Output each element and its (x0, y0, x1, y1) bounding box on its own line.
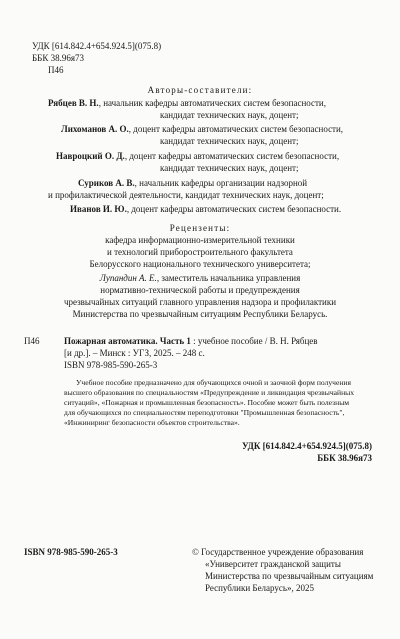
catalog-imprint: [и др.]. – Минск : УГЗ, 2025. – 248 с. (64, 348, 205, 358)
reviewer-2-line: чрезвычайных ситуаций главного управления надзора и профилактики (63, 297, 337, 307)
reviewer-1-line: кафедра информационно-измерительной техники (105, 235, 295, 245)
reviewer-2 (0, 272, 400, 284)
annotation-line: для обучающихся по специальностям переподготовки "Промышленная безопасность", (64, 408, 345, 417)
author-4-degree: и профилактической деятельности, кандидат технических наук, доцент; (48, 190, 324, 200)
author-1 (48, 97, 326, 109)
author-position: , начальник кафедры автоматических систем безопасности, (98, 98, 326, 108)
author-name: Лихоманов А. О. (61, 124, 129, 134)
author-name: Навроцкий О. Д. (56, 151, 125, 161)
reviewer-1-line: и технологий приборостроительного факультета (107, 247, 293, 257)
author-position: , доцент кафедры автоматических систем безопасности. (126, 204, 342, 214)
author-position: , доцент кафедры автоматических систем безопасности, (124, 151, 340, 161)
author-3-degree: кандидат технических наук, доцент; (160, 163, 299, 173)
reviewer-1-line: Белорусского национального технического университета; (89, 259, 311, 269)
reviewer-2-line: Министерства по чрезвычайным ситуациям Республики Беларусь. (72, 309, 328, 319)
catalog-title-line (64, 335, 318, 347)
copyright-line: © Государственное учреждение образования (192, 547, 364, 557)
author-2 (61, 123, 343, 135)
author-5 (70, 203, 341, 215)
header-udk: УДК [614.842.4+654.924.5](075.8) (32, 41, 162, 51)
bottom-bbk: ББК 38.96я73 (317, 453, 372, 463)
header-code: П46 (48, 65, 64, 75)
bottom-udk: УДК [614.842.4+654.924.5](075.8) (241, 441, 372, 451)
reviewer-name: Лупандин А. Е. (99, 273, 157, 283)
author-1-degree: кандидат технических наук, доцент; (160, 110, 299, 120)
annotation-line: Учебное пособие предназначено для обучающихся очной и заочной форм получения (76, 378, 351, 387)
footer-isbn: ISBN 978-985-590-265-3 (24, 547, 118, 557)
catalog-title: Пожарная автоматика. Часть 1 (64, 336, 191, 346)
author-2-degree: кандидат технических наук, доцент; (160, 136, 299, 146)
reviewer-2-line: нормативно-технической работы и предупреждения (100, 285, 300, 295)
author-position: , начальник кафедры организации надзорной (134, 178, 308, 188)
author-4 (78, 177, 307, 189)
reviewers-title: Рецензенты: (169, 223, 231, 233)
copyright-line: Республики Беларусь», 2025 (205, 583, 315, 593)
annotation-line: ситуаций», «Пожарная и промышленная безопасность». Пособие может быть полезным (64, 398, 350, 407)
author-position: , доцент кафедры автоматических систем безопасности, (128, 124, 344, 134)
catalog-description: : учебное пособие / В. Н. Рябцев (190, 336, 318, 346)
catalog-code: П46 (24, 336, 40, 346)
authors-title: Авторы-составители: (147, 85, 253, 95)
annotation-line: «Инжиниринг безопасности объектов строительства». (64, 418, 240, 427)
catalog-isbn: ISBN 978-985-590-265-3 (64, 360, 158, 370)
header-bbk: ББК 38.96я73 (32, 53, 84, 63)
author-name: Иванов И. Ю. (70, 204, 127, 214)
annotation-line: высшего образования по специальностям «Предупреждение и ликвидация чрезвычайных (64, 388, 355, 397)
author-3 (56, 150, 339, 162)
author-name: Рябцев В. Н. (48, 98, 99, 108)
author-name: Суриков А. В. (78, 178, 135, 188)
copyright-line: «Университет гражданской защиты (205, 559, 341, 569)
reviewer-position: , заместитель начальника управления (156, 273, 301, 283)
copyright-line: Министерства по чрезвычайным ситуациям (205, 571, 374, 581)
